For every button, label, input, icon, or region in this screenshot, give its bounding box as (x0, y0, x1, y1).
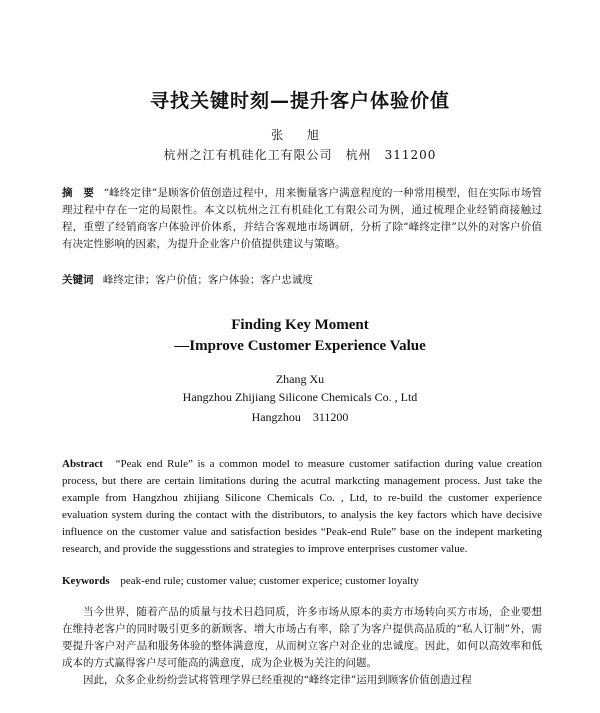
keywords-en-label: Keywords (62, 575, 110, 587)
abstract-en-text: “Peak end Rule” is a common model to measure customer satifaction during value creation process, but there are certain limitations during the acutral markcting management process. Just take the example from Hangzhou zhijiang Silicone Chemicals Co. , Ltd, to re-build the customer experience evaluation system during the contact with the distributors, to analysis the key factors which have decisive influence on the customer value and satisfaction besides “Peak-end Rule” base on the indepent marketing research, and provide the suggesstions and strategies to improve enterprises customer value. (62, 458, 542, 555)
abstract-cn-text: “峰终定律”是顾客价值创造过程中，用来衡量客户满意程度的一种常用模型，但在实际市场管理过程中存在一定的局限性。本文以杭州之江有机硅化工有限公司为例，通过梳理企业经销商接触过程，重塑了经销商客户体验评价体系，并结合客观地市场调研，分析了除“峰终定律”以外的对客户价值有决定性影响的因素，为提升企业客户价值提供建议与策略。 (62, 187, 543, 250)
keywords-cn-text: 峰终定律；客户价值；客户体验；客户忠诚度 (102, 274, 313, 286)
affiliation-cn: 杭州之江有机硅化工有限公司 杭州 311200 (163, 148, 437, 162)
author-name-en: Zhang Xu (275, 372, 325, 386)
keywords-en (62, 573, 542, 590)
paper-title-cn: 寻找关键时刻—提升客户体验价值 (149, 90, 450, 112)
abstract-cn (62, 185, 542, 253)
author-name-cn: 张 旭 (271, 128, 329, 142)
keywords-en-text: peak-end rule; customer value; customer experice; customer loyalty (120, 575, 419, 587)
abstract-cn-label: 摘 要 (62, 187, 95, 199)
body-paragraph: 当今世界，随着产品的质量与技术日趋同质，许多市场从原本的卖方市场转向买方市场，企业要想在维持老客户的同时吸引更多的新顾客、增大市场占有率，除了为客户提供高品质的“私人订制”外，需要提升客户对产品和服务体验的整体满意度，从而树立客户对企业的忠诚度。因此，如何以高效率和低成本的方式赢得客户尽可能高的满意度，成为企业极为关注的问题。 (62, 606, 542, 669)
affiliation-en: Hangzhou Zhijiang Silicone Chemicals Co. , Ltd (182, 390, 418, 404)
paper-subtitle-en: —Improve Customer Experience Value (174, 338, 426, 354)
keywords-cn-label: 关键词 (62, 274, 94, 286)
body-paragraph: 因此，众多企业纷纷尝试将管理学界已经重视的“峰终定律”运用到顾客价值创造过程 (83, 674, 472, 686)
city-en: Hangzhou 311200 (251, 410, 349, 424)
abstract-en (62, 456, 542, 558)
paper-title-en: Finding Key Moment (231, 317, 369, 333)
keywords-cn (62, 272, 542, 289)
abstract-en-label: Abstract (62, 458, 103, 470)
body-text (62, 604, 542, 689)
